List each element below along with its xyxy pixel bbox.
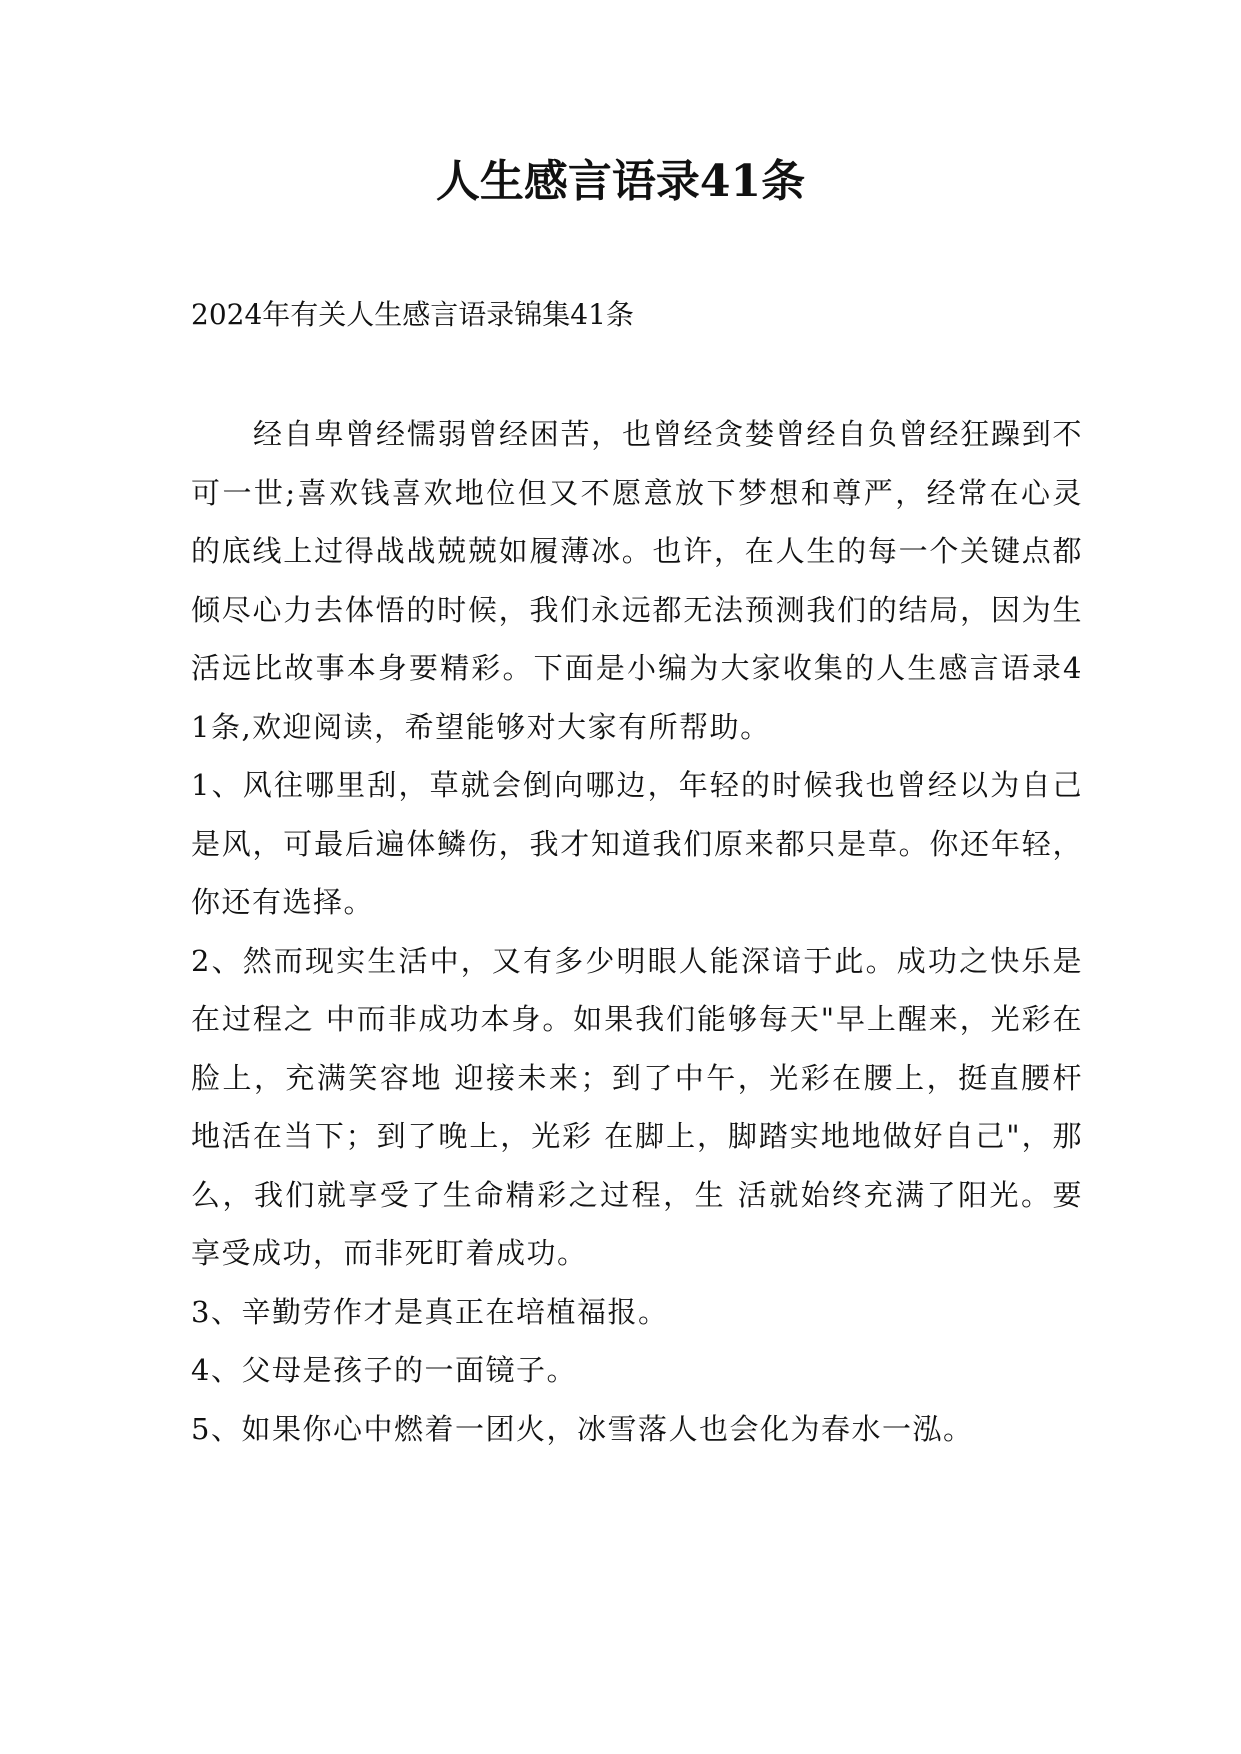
intro-paragraph: 经自卑曾经懦弱曾经困苦，也曾经贪婪曾经自负曾经狂躁到不可一世;喜欢钱喜欢地位但又不愿意放下梦想和尊严，经常在心灵的底线上过得战战兢兢如履薄冰。也许，在人生的每一个关键点都倾尽心力去体悟的时候，我们永远都无法预测我们的结局，因为生活远比故事本身要精彩。下面是小编为大家收集的人生感言语录41条,欢迎阅读，希望能够对大家有所帮助。 — [191, 417, 1083, 744]
quote-item-2: 2、然而现实生活中，又有多少明眼人能深谙于此。成功之快乐是在过程之 中而非成功本身。如果我们能够每天"早上醒来，光彩在脸上，充满笑容地 迎接未来；到了中午，光彩在腰上，挺直腰杆地活在当下；到了晚上，光彩 在脚上，脚踏实地地做好自己"，那么，我们就享受了生命精彩之过程，生 活就始终充满了阳光。要享受成功，而非死盯着成功。 — [191, 943, 1083, 1270]
quote-item-5: 5、如果你心中燃着一团火，冰雪落人也会化为春水一泓。 — [191, 1411, 974, 1446]
quote-item-4: 4、父母是孩子的一面镜子。 — [191, 1353, 577, 1387]
quote-item-3: 3、辛勤劳作才是真正在培植福报。 — [191, 1294, 669, 1329]
page-title: 人生感言语录41条 — [435, 156, 806, 207]
document-subtitle: 2024年有关人生感言语录锦集41条 — [191, 298, 634, 331]
quote-item-1: 1、风往哪里刮，草就会倒向哪边，年轻的时候我也曾经以为自己是风，可最后遍体鳞伤，我才知道我们原来都只是草。你还年轻，你还有选择。 — [191, 768, 1083, 919]
document-body — [191, 405, 1083, 1458]
